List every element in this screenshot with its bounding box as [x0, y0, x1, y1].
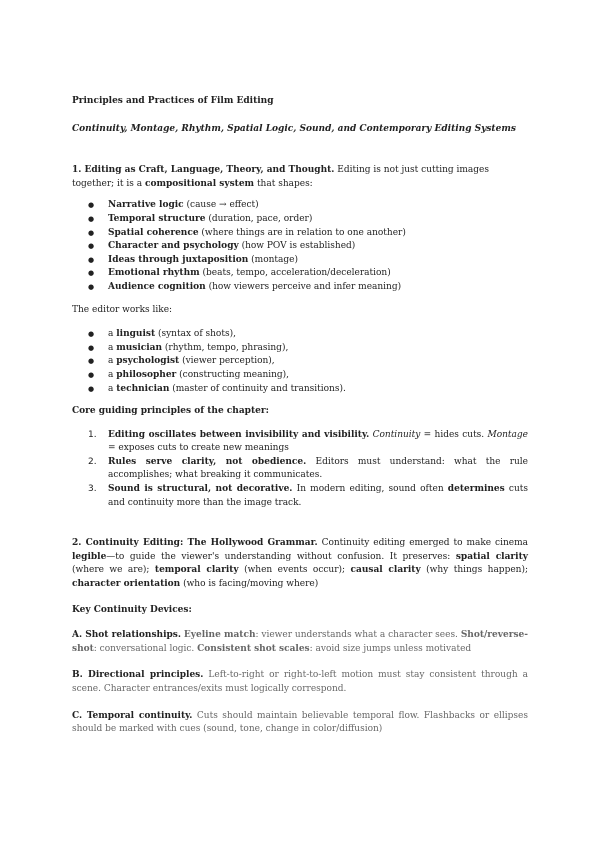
editor-list — [72, 328, 528, 396]
editor-intro: The editor works like: — [72, 304, 173, 315]
list-item: ● a psychologist (viewer perception), — [88, 355, 528, 369]
list-item: ● Audience cognition (how viewers perceive and infer meaning) — [88, 281, 528, 295]
list-item: ● Character and psychology (how POV is established) — [88, 240, 528, 254]
device-c-paragraph: C. Temporal continuity. Cuts should maintain believable temporal flow. Flashbacks or ellipses should be marked with cues (sound, tone, change in color/diffusion) — [72, 710, 528, 735]
list-item: ● Ideas through juxtaposition (montage) — [88, 254, 528, 268]
list-item: ● Temporal structure (duration, pace, order) — [88, 213, 528, 227]
list-item: ● Emotional rhythm (beats, tempo, acceleration/deceleration) — [88, 267, 528, 281]
shapes-list — [72, 199, 528, 294]
section-1-heading: 1. Editing as Craft, Language, Theory, and Thought. — [72, 165, 335, 176]
section-1-paragraph: 1. Editing as Craft, Language, Theory, and Thought. Editing is not just cutting images together; it is a compositional system that shapes: — [72, 165, 490, 189]
document-page — [72, 95, 528, 737]
section-2-heading: 2. Continuity Editing: The Hollywood Grammar. — [72, 538, 318, 549]
list-item: ● Narrative logic (cause → effect) — [88, 199, 528, 213]
list-item: ● a technician (master of continuity and transitions). — [88, 383, 528, 397]
core-principles-list — [72, 429, 528, 511]
list-item: 3. Sound is structural, not decorative. In modern editing, sound often determines cuts and continuity more than the image track. — [88, 484, 528, 508]
list-item: ● a linguist (syntax of shots), — [88, 328, 528, 342]
list-item: ● Spatial coherence (where things are in relation to one another) — [88, 227, 528, 241]
core-principles-heading: Core guiding principles of the chapter: — [72, 406, 269, 417]
key-devices-heading: Key Continuity Devices: — [72, 604, 192, 615]
document-title: Principles and Practices of Film Editing — [72, 96, 274, 106]
list-item: ● a musician (rhythm, tempo, phrasing), — [88, 342, 528, 356]
device-a-paragraph: A. Shot relationships. Eyeline match: viewer understands what a character sees. Shot/reverse-shot: conversational logic. Consistent shot scales: avoid size jumps unless motivated — [72, 630, 528, 654]
device-b-paragraph: B. Directional principles. Left-to-right or right-to-left motion must stay consistent through a scene. Character entrances/exits must logically correspond. — [72, 670, 529, 694]
document-subtitle: Continuity, Montage, Rhythm, Spatial Logic, Sound, and Contemporary Editing Systems — [72, 123, 516, 134]
section-2-paragraph: 2. Continuity Editing: The Hollywood Grammar. Continuity editing emerged to make cinema legible—to guide the viewer's understanding without confusion. It preserves: spatial clarity (where we are); temporal clarity (when events occur); causal clarity (why things happen); character orientation (who is facing/moving where) — [72, 538, 528, 590]
list-item: 1. Editing oscillates between invisibility and visibility. Continuity = hides cuts. Montage = exposes cuts to create new meanings — [88, 429, 528, 454]
list-item: ● a philosopher (constructing meaning), — [88, 369, 528, 383]
list-item: 2. Rules serve clarity, not obedience. Editors must understand: what the rule accomplishes; what breaking it communicates. — [88, 456, 528, 481]
